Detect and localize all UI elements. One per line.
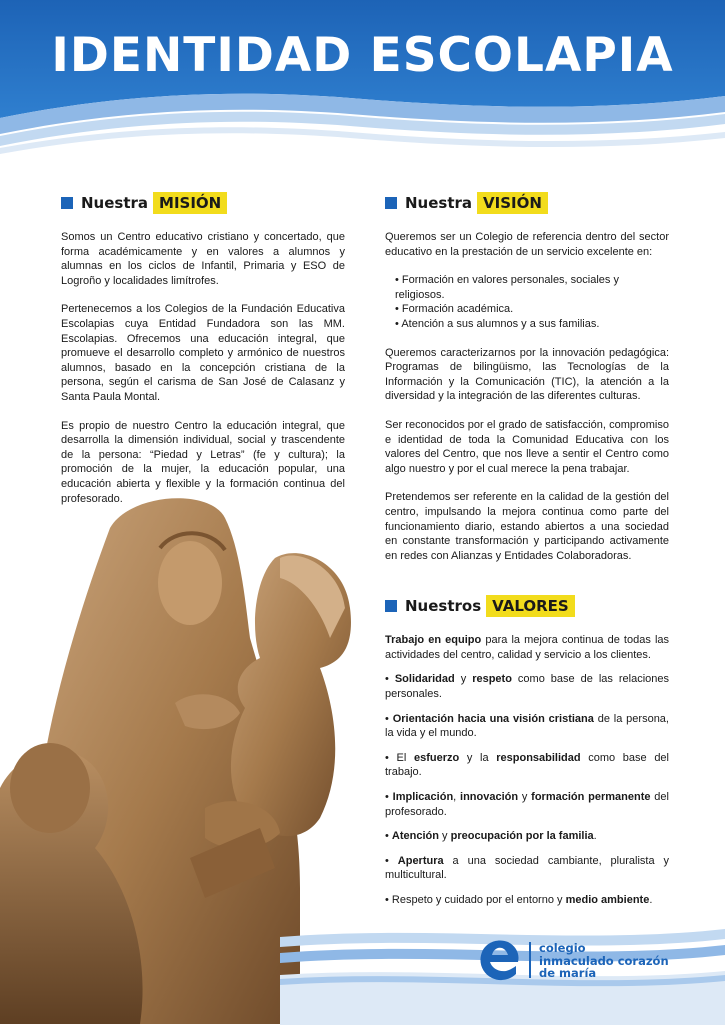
logo-divider	[529, 942, 531, 978]
header-banner	[0, 0, 725, 175]
valores-heading-highlight: VALORES	[486, 595, 575, 617]
vision-heading	[385, 190, 669, 216]
mision-section	[61, 190, 345, 520]
valores-heading-prefix: Nuestros	[405, 597, 482, 616]
valor-item: • El esfuerzo y la responsabilidad como base del trabajo.	[385, 751, 669, 779]
logo-line-3: de maría	[539, 966, 597, 980]
valor-item: • Orientación hacia una visión cristiana de la persona, la vida y el mundo.	[385, 712, 669, 740]
square-bullet-icon	[385, 197, 397, 209]
valor-item: • Apertura a una sociedad cambiante, pluralista y multicultural.	[385, 854, 669, 882]
list-item: • Formación académica.	[395, 302, 669, 317]
vision-heading-highlight: VISIÓN	[477, 192, 548, 214]
page-title: IDENTIDAD ESCOLAPIA	[51, 28, 674, 83]
vision-paragraph-1: Queremos caracterizarnos por la innovación pedagógica: Programas de bilingüismo, las Tecnologías de la Información y la Comunicación (TIC), la atención a la diversidad y la integración de las diferentes culturas.	[385, 346, 669, 403]
valor-item: • Respeto y cuidado por el entorno y medio ambiente.	[385, 894, 653, 906]
vision-paragraph-3: Pretendemos ser referente en la calidad de la gestión del centro, impulsando la mejora continua como parte del funcionamiento diario, estando abiertos a una sociedad en constante transformación y participando activamente en redes con Alianzas y Entidades Colaboradoras.	[385, 491, 669, 562]
logo-line-2: inmaculado corazón	[539, 953, 669, 968]
mision-heading	[61, 190, 345, 216]
header-wave-graphic	[0, 0, 725, 175]
school-logo[interactable]	[476, 938, 716, 982]
mision-paragraph-3: Es propio de nuestro Centro la educación integral, que desarrolla la dimensión individual, social y trascendente de la persona: “Piedad y Letras” (fe y cultura); la promoción de la mujer, la educación popular, una educación abierta y flexible y la formación continua del profesorado.	[61, 419, 345, 505]
vision-intro: Queremos ser un Colegio de referencia dentro del sector educativo en la prestación de un servicio excelente en:	[385, 231, 669, 258]
logo-text	[539, 942, 669, 980]
logo-line-1: colegio	[539, 941, 586, 955]
list-item: • Formación en valores personales, sociales y religiosos.	[395, 273, 669, 302]
valor-item: • Atención y preocupación por la familia.	[385, 830, 597, 843]
vision-paragraph-2: Ser reconocidos por el grado de satisfacción, compromiso e identidad de toda la Comunidad Educativa con los valores del Centro, que nos lleve a sentir el Centro como algo nuestro y por el cual merece la pena trabajar.	[385, 418, 669, 475]
valor-item: • Solidaridad y respeto como base de las relaciones personales.	[385, 673, 669, 701]
valor-item: Trabajo en equipo para la mejora continua de todas las actividades del centro, calidad y servicio a los clientes.	[385, 634, 669, 661]
mision-paragraph-2: Pertenecemos a los Colegios de la Fundación Educativa Escolapias cuya Entidad Fundadora son las MM. Escolapias. Ofrecemos una educación integral, que promueve el desarrollo completo y armónico de nuestros alumnos, basado en la concepción cristiana de la persona, según el carisma de San José de Calasanz y Santa Paula Montal.	[61, 303, 345, 403]
square-bullet-icon	[385, 600, 397, 612]
mision-heading-highlight: MISIÓN	[153, 192, 227, 214]
vision-bullet-list	[385, 273, 669, 331]
square-bullet-icon	[61, 197, 73, 209]
valor-item: • Implicación, innovación y formación permanente del profesorado.	[385, 791, 669, 818]
vision-heading-prefix: Nuestra	[405, 194, 473, 212]
vision-valores-column	[385, 190, 669, 918]
mision-heading-prefix: Nuestra	[81, 194, 149, 212]
list-item: • Atención a sus alumnos y a sus familias.	[395, 317, 669, 332]
e-logo-icon	[476, 938, 524, 982]
valores-heading	[385, 593, 669, 619]
mision-paragraph-1: Somos un Centro educativo cristiano y concertado, que forma académicamente y en valores a alumnos y alumnas en los ciclos de Infantil, Primaria y ESO de Logroño y localidades limítrofes.	[61, 231, 345, 287]
